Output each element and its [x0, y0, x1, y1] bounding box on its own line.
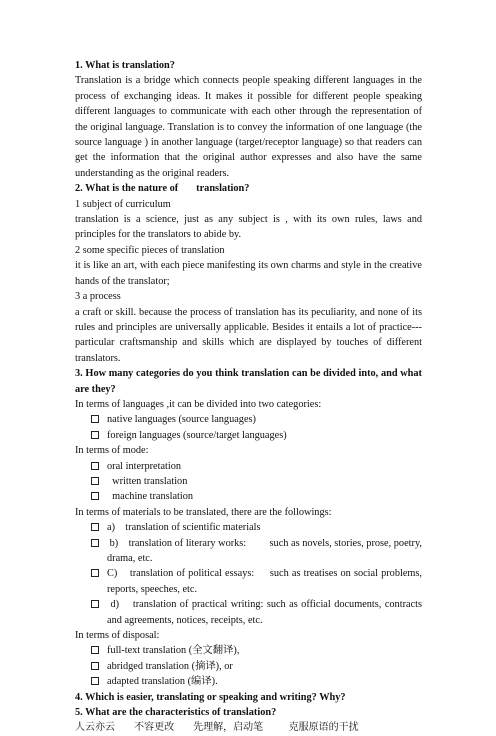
- list-item: native languages (source languages): [91, 412, 422, 427]
- checkbox-icon: [91, 539, 99, 547]
- question-5-heading: 5. What are the characteristics of translation?: [75, 707, 277, 719]
- checkbox-icon: [91, 415, 99, 423]
- checkbox-icon: [91, 569, 99, 577]
- materials-heading: In terms of materials to be translated, there are the followings:: [75, 506, 332, 518]
- checkbox-icon: [91, 431, 99, 439]
- list-item: d) translation of practical writing: such as official documents, contracts and agreements, notices, receipts, etc.: [91, 597, 422, 628]
- question-1-heading: 1. What is translation?: [75, 60, 175, 71]
- checkbox-icon: [91, 600, 99, 608]
- mode-heading: In terms of mode:: [75, 445, 149, 457]
- document-page: [75, 58, 425, 736]
- question-2-heading: 2. What is the nature of translation?: [75, 183, 250, 195]
- nature-item-2-title: 2 some specific pieces of translation: [75, 244, 225, 256]
- list-item: a) translation of scientific materials: [91, 520, 422, 535]
- list-item: oral interpretation: [91, 459, 422, 474]
- chinese-notes-line: 人云亦云 不容更改 先理解，启动笔 克服原语的干扰: [75, 722, 359, 734]
- list-item: foreign languages (source/target languages): [91, 428, 422, 443]
- disposal-list: [75, 643, 422, 689]
- checkbox-icon: [91, 523, 99, 531]
- checkbox-icon: [91, 477, 99, 485]
- checkbox-icon: [91, 492, 99, 500]
- nature-item-1-title: 1 subject of curriculum: [75, 198, 171, 210]
- list-item: C) translation of political essays: such as treatises on social problems, reports, speeches, etc.: [91, 566, 422, 597]
- nature-item-1-text: translation is a science, just as any subject is , with its own rules, laws and principles for the translators to abide by.: [75, 214, 422, 241]
- list-item: abridged translation (摘译), or: [91, 659, 422, 674]
- checkbox-icon: [91, 646, 99, 654]
- list-item: machine translation: [91, 489, 422, 504]
- list-item: full-text translation (全文翻译),: [91, 643, 422, 658]
- languages-list: [75, 412, 422, 443]
- mode-list: [75, 459, 422, 505]
- question-4-heading: 4. Which is easier, translating or speaking and writing? Why?: [75, 691, 346, 703]
- nature-item-2-text: it is like an art, with each piece manifesting its own charms and style in the creative hands of the translator;: [75, 260, 422, 287]
- nature-item-3-title: 3 a process: [75, 291, 121, 303]
- languages-heading: In terms of languages ,it can be divided into two categories:: [75, 398, 322, 410]
- nature-item-3-text: a craft or skill. because the process of translation has its peculiarity, and none of its rules and principles are universally applicable. Besides it entails a lot of practice---particular craftsmanship and skills which are displayed by touches of different translators.: [75, 306, 422, 364]
- list-item: b) translation of literary works: such as novels, stories, prose, poetry, drama, etc.: [91, 536, 422, 567]
- checkbox-icon: [91, 662, 99, 670]
- list-item: written translation: [91, 474, 422, 489]
- answer-1-paragraph: Translation is a bridge which connects people speaking different languages in the process of exchanging ideas. It makes it possible for different people speaking different languages to communicate with each other through the representation of the original language. Translation is to convey the information of one language (the source language ) in another language (target/receptor language) so that readers can get the information that the original author expresses and also have the same understanding as the original readers.: [75, 75, 422, 179]
- checkbox-icon: [91, 462, 99, 470]
- list-item: adapted translation (编译).: [91, 674, 422, 689]
- materials-list: [75, 520, 425, 628]
- checkbox-icon: [91, 677, 99, 685]
- question-3-heading: 3. How many categories do you think translation can be divided into, and what are they?: [75, 368, 422, 395]
- disposal-heading: In terms of disposal:: [75, 630, 160, 642]
